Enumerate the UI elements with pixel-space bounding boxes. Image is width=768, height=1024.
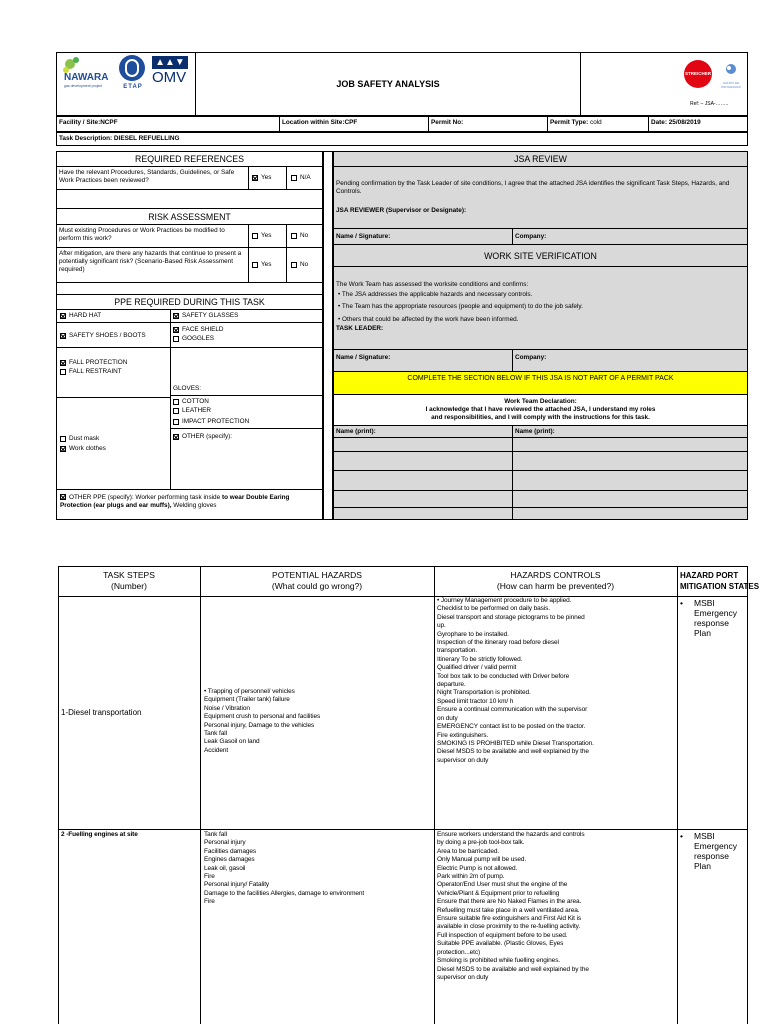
permit-type-field bbox=[550, 119, 602, 127]
ppe-impact[interactable] bbox=[173, 418, 249, 426]
omv-text: OMV bbox=[152, 69, 187, 86]
header-mitigation-l1: HAZARD PORT bbox=[680, 571, 739, 580]
header-potential-hazards-l2: (What could go wrong?) bbox=[271, 581, 363, 591]
empty-box-icon bbox=[173, 336, 179, 342]
ppe-fall-protection[interactable] bbox=[60, 359, 127, 367]
control-line: on duty bbox=[437, 714, 458, 722]
control-line: Ensure that there are No Naked Flames in the area. bbox=[437, 898, 582, 906]
row2-hazards bbox=[204, 831, 432, 907]
control-line: Electric Pump is not allowed. bbox=[437, 864, 518, 872]
header-mitigation bbox=[680, 570, 760, 592]
hazard-line: Personal injury, Damage to the vehicles bbox=[204, 721, 315, 729]
verification-bullet-1-text: The JSA addresses the applicable hazards and necessary controls. bbox=[341, 291, 533, 298]
row1-mitigation: • MSBI Emergency response Plan bbox=[680, 598, 746, 638]
checked-box-icon bbox=[173, 434, 179, 440]
checked-box-icon bbox=[60, 494, 66, 500]
risk1-no-checkbox[interactable] bbox=[291, 232, 308, 240]
ref-yes-label: Yes bbox=[261, 174, 272, 181]
control-line: Smoking is prohibited while fuelling engines. bbox=[437, 957, 561, 965]
header-hazard-controls-l2: (How can harm be prevented?) bbox=[496, 581, 615, 591]
row1-hazards bbox=[204, 688, 432, 755]
control-line: SMOKING IS PROHIBITED while Diesel Transportation. bbox=[437, 739, 594, 747]
row2-mitigation-text: MSBI Emergency response Plan bbox=[694, 831, 737, 871]
control-line: Vehicle/Plant & Equipment prior to refuelling bbox=[437, 889, 560, 897]
ppe-face-shield-label: FACE SHIELD bbox=[182, 326, 224, 333]
hazard-line: Leak Gasoil on land bbox=[204, 738, 260, 746]
hazard-line: Facilities damages bbox=[204, 847, 257, 855]
streicher-text: STREICHER bbox=[684, 71, 711, 76]
etap-text: ETAP bbox=[123, 84, 143, 90]
control-line: Refuelling must take place in a well ventilated area. bbox=[437, 906, 580, 914]
row1-mitigation-text: MSBI Emergency response Plan bbox=[694, 598, 737, 638]
header-hazard-controls bbox=[434, 570, 677, 592]
permit-type-label: Permit Type: bbox=[550, 119, 589, 126]
empty-box-icon bbox=[252, 262, 258, 268]
risk2-yes-checkbox[interactable] bbox=[252, 261, 271, 269]
empty-box-icon bbox=[291, 262, 297, 268]
ppe-other[interactable] bbox=[173, 433, 232, 441]
empty-box-icon bbox=[60, 436, 66, 442]
hazard-line: Tank fall bbox=[204, 831, 227, 838]
ppe-hard-hat-label: HARD HAT bbox=[69, 312, 102, 319]
ppe-safety-shoes[interactable] bbox=[60, 332, 146, 340]
ppe-safety-shoes-label: SAFETY SHOES / BOOTS bbox=[69, 332, 146, 339]
reviewer-name-signature: Name / Signature: bbox=[336, 233, 391, 240]
checked-box-icon bbox=[252, 175, 258, 181]
permit-type-value: cold bbox=[588, 119, 602, 126]
other-ppe-part-b: to wear Double Earing Protection (ear plugs and ear muffs), bbox=[60, 494, 290, 510]
control-line: Diesel MSDS to be available and well explained by the bbox=[437, 748, 589, 756]
ppe-fall-restraint-label: FALL RESTRAINT bbox=[69, 368, 122, 375]
control-line: Checklist to be performed on daily basis. bbox=[437, 605, 550, 613]
checked-box-icon bbox=[60, 333, 66, 339]
leader-company: Company: bbox=[515, 354, 547, 361]
hazard-line: • Trapping of personnel/ vehicles bbox=[204, 688, 295, 695]
empty-box-icon bbox=[173, 419, 179, 425]
task-leader-label: TASK LEADER: bbox=[336, 325, 384, 332]
row1-step: 1-Diesel transportation bbox=[61, 708, 142, 717]
control-line: Park within 2m of pump. bbox=[437, 873, 505, 881]
control-line: Fire extinguishers. bbox=[437, 731, 489, 739]
ppe-cotton[interactable] bbox=[173, 398, 209, 406]
control-line: Suitable PPE available. (Plastic Gloves, Eyes bbox=[437, 940, 564, 948]
header-potential-hazards bbox=[200, 570, 434, 592]
page-title: JOB SAFETY ANALYSIS bbox=[336, 79, 440, 89]
jsa-reviewer-label: JSA REVIEWER (Supervisor or Designate): bbox=[336, 207, 467, 214]
ppe-goggles[interactable] bbox=[173, 335, 214, 343]
row2-step: 2 -Fuelling engines at site bbox=[61, 831, 138, 838]
leader-name-signature: Name / Signature: bbox=[336, 354, 391, 361]
other-ppe-part-a: OTHER PPE (specify): Worker performing task inside bbox=[69, 494, 222, 501]
risk-title: RISK ASSESSMENT bbox=[148, 212, 231, 222]
risk-question-1: Must existing Procedures or Work Practices be modified to perform this work? bbox=[59, 227, 225, 243]
row2-controls bbox=[437, 831, 675, 982]
control-line: • Journey Management procedure to be applied. bbox=[437, 597, 572, 604]
hazard-line: Personal injury bbox=[204, 839, 246, 847]
risk2-no-checkbox[interactable] bbox=[291, 261, 308, 269]
hazard-line: Tank fall bbox=[204, 730, 227, 738]
permit-pack-banner-text: COMPLETE THE SECTION BELOW IF THIS JSA IS NOT PART OF A PERMIT PACK bbox=[407, 375, 674, 382]
control-line: by doing a pre-job tool-box talk. bbox=[437, 839, 525, 847]
required-refs-question: Have the relevant Procedures, Standards, Guidelines, or Safe Work Practices been reviewed? bbox=[59, 169, 235, 185]
control-line: transportation. bbox=[437, 647, 478, 655]
date-field: Date: 25/08/2019 bbox=[651, 119, 701, 126]
hazard-line: Personal injury/ Fatality bbox=[204, 881, 270, 889]
ppe-fall-restraint[interactable] bbox=[60, 368, 122, 376]
hazard-line: Leak oil, gasoil bbox=[204, 864, 246, 872]
declaration-title: Work Team Declaration: bbox=[504, 398, 577, 405]
risk1-no-label: No bbox=[300, 232, 309, 239]
nawara-text: NAWARA bbox=[64, 72, 109, 83]
declaration-line-2: and responsibilities, and I will comply with the instructions for this task. bbox=[431, 414, 650, 421]
control-line: departure. bbox=[437, 681, 466, 689]
ppe-other-label: OTHER (specify): bbox=[182, 433, 233, 440]
other-ppe-text bbox=[60, 494, 320, 510]
grupo-logo bbox=[718, 62, 744, 90]
risk2-yes-label: Yes bbox=[261, 261, 272, 268]
ref-na-checkbox[interactable] bbox=[291, 174, 311, 182]
row1-controls bbox=[437, 597, 675, 765]
hazard-line: Engines damages bbox=[204, 856, 255, 864]
control-line: Gyrophare to be installed. bbox=[437, 630, 509, 638]
verification-bullet-3-text: Others that could be affected by the work have been informed. bbox=[342, 316, 519, 323]
verification-bullet-2-text: The Team has the appropriate resources (people and equipment) to do the job safely. bbox=[341, 303, 583, 310]
ppe-work-clothes[interactable] bbox=[60, 445, 106, 453]
ppe-dust-mask-label: Dust mask bbox=[69, 435, 100, 442]
ppe-goggles-label: GOGGLES bbox=[182, 335, 214, 342]
ppe-cotton-label: COTTON bbox=[182, 398, 209, 405]
risk-question-2: After mitigation, are there any hazards that continue to present a potentially significant risk? (Scenario-Based Risk Assessment required) bbox=[59, 250, 242, 274]
control-line: Area to be barricaded. bbox=[437, 847, 500, 855]
row2-mitigation: • MSBI Emergency response Plan bbox=[680, 831, 746, 871]
nawara-subtext: gas development project bbox=[64, 84, 103, 88]
hazard-line: Noise / Vibration bbox=[204, 704, 250, 712]
control-line: Ensure suitable fire extinguishers and First Aid Kit is bbox=[437, 915, 582, 923]
header-task-steps bbox=[58, 570, 200, 592]
checked-box-icon bbox=[60, 313, 66, 319]
verification-bullet-3: • Others that could be affected by the work have been informed. bbox=[338, 316, 519, 323]
hazard-line: Equipment (Trailer tank) failure bbox=[204, 696, 290, 704]
empty-box-icon bbox=[291, 175, 297, 181]
nawara-logo bbox=[60, 56, 114, 94]
empty-box-icon bbox=[252, 233, 258, 239]
ref-yes-checkbox[interactable] bbox=[252, 174, 271, 182]
ppe-hard-hat[interactable] bbox=[60, 312, 101, 320]
ppe-dust-mask[interactable] bbox=[60, 435, 99, 443]
etap-logo bbox=[118, 55, 148, 95]
other-ppe-part-c: Welding gloves bbox=[171, 502, 217, 510]
ppe-impact-label: IMPACT PROTECTION bbox=[182, 418, 250, 425]
reviewer-company: Company: bbox=[515, 233, 547, 240]
hazard-line: Equipment crush to personal and facilities bbox=[204, 713, 321, 721]
empty-box-icon bbox=[173, 399, 179, 405]
control-line: Qualified driver / valid permit bbox=[437, 664, 517, 672]
grupo-text: GRUPO DE PROGRAMAS bbox=[721, 81, 741, 89]
header-task-steps-l1: TASK STEPS bbox=[103, 570, 155, 580]
empty-box-icon bbox=[60, 369, 66, 375]
risk2-no-label: No bbox=[300, 261, 309, 268]
control-line: Only Manual pump will be used. bbox=[437, 856, 527, 864]
verification-bullet-1: • The JSA addresses the applicable hazards and necessary controls. bbox=[338, 291, 533, 298]
checked-box-icon bbox=[60, 446, 66, 452]
ppe-safety-glasses-label: SAFETY GLASSES bbox=[182, 312, 239, 319]
control-line: Itinerary To be strictly followed. bbox=[437, 655, 523, 663]
facility-row bbox=[56, 116, 748, 132]
control-line: supervisor on duty bbox=[437, 756, 489, 764]
grupo-icon bbox=[718, 62, 744, 76]
name-print-left: Name (print): bbox=[336, 428, 376, 435]
ppe-title: PPE REQUIRED DURING THIS TASK bbox=[114, 297, 265, 307]
task-description: Task Description: DIESEL REFUELLING bbox=[59, 135, 180, 142]
verification-intro: The Work Team has assessed the worksite conditions and confirms: bbox=[336, 281, 529, 288]
ref-na-label: N/A bbox=[300, 174, 311, 181]
ppe-leather[interactable] bbox=[173, 407, 211, 415]
checked-box-icon bbox=[173, 327, 179, 333]
control-line: EMERGENCY contact list to be posted on the tractor. bbox=[437, 723, 586, 731]
control-line: Full inspection of equipment before to be used. bbox=[437, 931, 568, 939]
ppe-safety-glasses[interactable] bbox=[173, 312, 238, 320]
ref-label: Ref: – JSA-…….. bbox=[690, 101, 729, 107]
control-line: Diesel MSDS to be available and well explained by the bbox=[437, 965, 589, 973]
hazard-line: Fire bbox=[204, 898, 215, 906]
header-hazard-controls-l1: HAZARDS CONTROLS bbox=[510, 570, 601, 580]
location-field: Location within Site:CPF bbox=[282, 119, 358, 126]
control-line: up. bbox=[437, 622, 446, 630]
control-line: protection...etc) bbox=[437, 948, 481, 956]
declaration-line-1: I acknowledge that I have reviewed the attached JSA, I understand my roles bbox=[425, 406, 656, 413]
empty-box-icon bbox=[291, 233, 297, 239]
hazard-line: Accident bbox=[204, 746, 229, 754]
panel-gap bbox=[323, 151, 333, 520]
ppe-leather-label: LEATHER bbox=[182, 407, 212, 414]
ppe-work-clothes-label: Work clothes bbox=[69, 445, 106, 452]
jsa-review-text: Pending confirmation by the Task Leader of site conditions, I agree that the attached JSA identifies the significant Task Steps, Hazards, and Controls. bbox=[336, 180, 730, 196]
control-line: Ensure workers understand the hazards and controls bbox=[437, 831, 585, 838]
control-line: available in close proximity to the re-fuelling activity. bbox=[437, 923, 581, 931]
hazard-line: Damage to the facilities Allergies, damage to environment bbox=[204, 889, 365, 897]
control-line: Tool box talk to be conducted with Driver before bbox=[437, 672, 570, 680]
verification-title: WORK SITE VERIFICATION bbox=[484, 251, 597, 261]
required-refs-title: REQUIRED REFERENCES bbox=[135, 154, 244, 164]
ppe-gloves-label: GLOVES: bbox=[173, 385, 202, 392]
facility-field: Facility / Site:NCPF bbox=[59, 119, 118, 126]
control-line: Speed limit tractor 10 km/ h bbox=[437, 697, 514, 705]
risk1-yes-label: Yes bbox=[261, 232, 272, 239]
jsa-review-title: JSA REVIEW bbox=[514, 154, 567, 164]
checked-box-icon bbox=[173, 313, 179, 319]
header-task-steps-l2: (Number) bbox=[111, 581, 147, 591]
header-potential-hazards-l1: POTENTIAL HAZARDS bbox=[272, 570, 362, 580]
control-line: Diesel transport and storage pictograms to be pinned bbox=[437, 613, 585, 621]
control-line: supervisor on duty bbox=[437, 973, 489, 981]
checked-box-icon bbox=[60, 360, 66, 366]
permit-no-field: Permit No: bbox=[431, 119, 464, 126]
empty-box-icon bbox=[173, 408, 179, 414]
name-print-right: Name (print): bbox=[515, 428, 555, 435]
control-line: Ensure a continual communication with the supervisor bbox=[437, 706, 588, 714]
ppe-face-shield[interactable] bbox=[173, 326, 224, 334]
control-line: Operator/End User must shut the engine of the bbox=[437, 881, 568, 889]
control-line: Inspection of the itinerary road before diesel bbox=[437, 639, 559, 647]
streicher-logo bbox=[684, 60, 712, 88]
verification-bullet-2: • The Team has the appropriate resources (people and equipment) to do the job safely. bbox=[338, 303, 583, 310]
header-mitigation-l2: MITIGATION STATES bbox=[680, 582, 760, 591]
control-line: Night Transportation is prohibited. bbox=[437, 689, 531, 697]
hazard-line: Fire bbox=[204, 873, 215, 881]
omv-logo: ▲▲▼ OMV bbox=[152, 56, 192, 90]
ppe-fall-protection-label: FALL PROTECTION bbox=[69, 359, 128, 366]
risk1-yes-checkbox[interactable] bbox=[252, 232, 271, 240]
